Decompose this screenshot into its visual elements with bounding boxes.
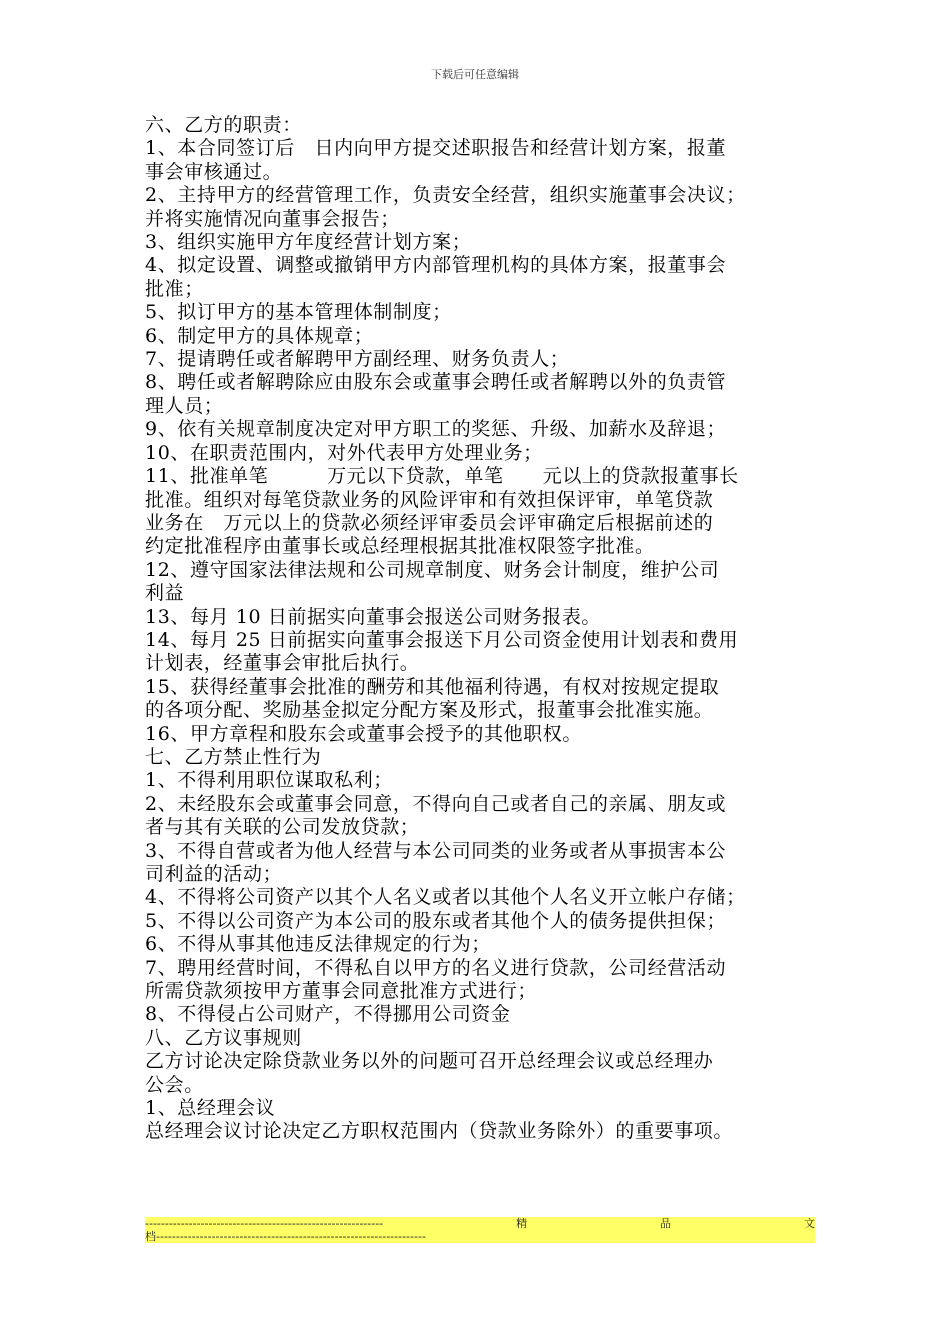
text-line: 七、乙方禁止性行为 — [145, 745, 322, 768]
text-line: 事会审核通过。 — [145, 160, 283, 183]
text-line: 16、甲方章程和股东会或董事会授予的其他职权。 — [145, 722, 582, 745]
text-line: 约定批准程序由董事长或总经理根据其批准权限签字批准。 — [145, 535, 655, 558]
text-line: 8、聘任或者解聘除应由股东会或董事会聘任或者解聘以外的负责管 — [145, 371, 727, 394]
text-line: 并将实施情况向董事会报告； — [145, 207, 400, 230]
text-line: 六、乙方的职责： — [145, 114, 302, 136]
text-line: 5、拟订甲方的基本管理体制制度； — [145, 301, 452, 324]
text-line: 批准； — [145, 277, 204, 300]
text-line: 利益 — [145, 582, 185, 605]
text-line: 1、本合同签订后 日内向甲方提交述职报告和经营计划方案，报董 — [145, 137, 727, 160]
text-line: 7、聘用经营时间，不得私自以甲方的名义进行贷款，公司经营活动 — [145, 956, 727, 979]
text-line: 9、依有关规章制度决定对甲方职工的奖惩、升级、加薪水及辞退； — [145, 418, 727, 441]
text-line: 1、总经理会议 — [145, 1097, 276, 1120]
text-line: 4、不得将公司资产以其个人名义或者以其他个人名义开立帐户存储； — [145, 886, 746, 909]
text-line: 6、不得从事其他违反法律规定的行为； — [145, 933, 491, 956]
footer-word-2: 品 — [660, 1217, 672, 1230]
footer-word-4: 档 — [145, 1230, 156, 1243]
text-line: 6、制定甲方的具体规章； — [145, 324, 374, 347]
text-line: 业务在 万元以上的贷款必须经评审委员会评审确定后根据前述的 — [145, 511, 714, 534]
text-line: 八、乙方议事规则 — [145, 1026, 302, 1049]
text-line: 13、每月 10 日前据实向董事会报送公司财务报表。 — [145, 605, 602, 628]
text-line: 2、主持甲方的经营管理工作，负责安全经营，组织实施董事会决议； — [145, 184, 746, 207]
text-line: 2、未经股东会或董事会同意，不得向自己或者自己的亲属、朋友或 — [145, 792, 727, 815]
footer-dashes-2: -------------------------------------------------------------------- — [156, 1230, 426, 1243]
text-line: 4、拟定设置、调整或撤销甲方内部管理机构的具体方案，报董事会 — [145, 254, 727, 277]
text-line: 14、每月 25 日前据实向董事会报送下月公司资金使用计划表和费用 — [145, 628, 739, 651]
text-line: 10、在职责范围内，对外代表甲方处理业务； — [145, 441, 543, 464]
text-line: 1、不得利用职位谋取私利； — [145, 769, 393, 792]
text-line: 5、不得以公司资产为本公司的股东或者其他个人的债务提供担保； — [145, 909, 727, 932]
footer-word-1: 精 — [516, 1217, 528, 1230]
footer-dashes: ------------------------------------------------------------ — [145, 1217, 384, 1230]
text-line: 司利益的活动； — [145, 863, 283, 885]
text-line: 所需贷款须按甲方董事会同意批准方式进行； — [145, 980, 538, 1003]
text-line: 3、组织实施甲方年度经营计划方案； — [145, 231, 472, 254]
text-line: 计划表，经董事会审批后执行。 — [145, 652, 420, 675]
text-line: 总经理会议讨论决定乙方职权范围内（贷款业务除外）的重要事项。 — [145, 1120, 734, 1143]
text-line: 12、遵守国家法律法规和公司规章制度、财务会计制度，维护公司 — [145, 558, 720, 581]
footer-word-3: 文 — [803, 1217, 815, 1230]
text-line: 批准。组织对每笔贷款业务的风险评审和有效担保评审，单笔贷款 — [145, 488, 714, 511]
footer-row-2 — [145, 1230, 490, 1243]
text-line: 理人员； — [145, 394, 224, 417]
text-line: 7、提请聘任或者解聘甲方副经理、财务负责人； — [145, 348, 570, 371]
document-body — [145, 114, 815, 1144]
text-line: 15、获得经董事会批准的酬劳和其他福利待遇，有权对按规定提取 — [145, 675, 720, 698]
text-line: 11、批准单笔 万元以下贷款，单笔 元以上的贷款报董事长 — [145, 465, 739, 488]
text-line: 的各项分配、奖励基金拟定分配方案及形式，报董事会批准实施。 — [145, 699, 714, 722]
footer-banner — [145, 1217, 815, 1243]
text-line: 公会。 — [145, 1073, 204, 1096]
text-line: 乙方讨论决定除贷款业务以外的问题可召开总经理会议或总经理办 — [145, 1050, 714, 1073]
text-line: 者与其有关联的公司发放贷款； — [145, 816, 420, 839]
text-line: 8、不得侵占公司财产，不得挪用公司资金 — [145, 1003, 511, 1026]
footer-row-1 — [145, 1217, 815, 1230]
page-header: 下载后可任意编辑 — [431, 68, 519, 81]
text-line: 3、不得自营或者为他人经营与本公司同类的业务或者从事损害本公 — [145, 839, 727, 862]
